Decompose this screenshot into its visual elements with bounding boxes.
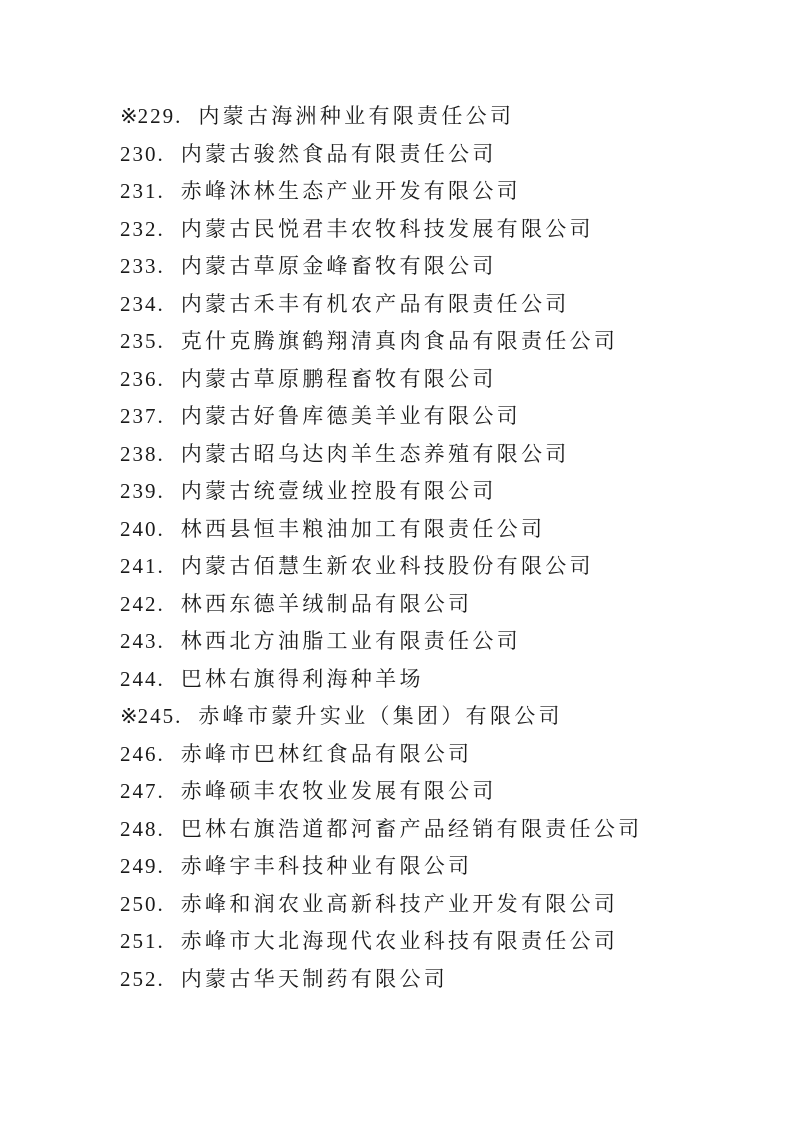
item-label	[120, 629, 165, 653]
item-number: 238.	[120, 441, 165, 466]
list-item	[120, 623, 753, 661]
company-name: 巴林右旗浩道都河畜产品经销有限责任公司	[180, 816, 643, 841]
item-label	[120, 817, 165, 841]
item-number: 246.	[120, 741, 165, 766]
item-number: 247.	[120, 779, 165, 803]
item-number: 237.	[120, 404, 165, 428]
company-name: 内蒙古好鲁库德美羊业有限公司	[180, 404, 521, 428]
list-item	[120, 473, 753, 511]
list-item	[120, 886, 753, 924]
item-label	[120, 292, 165, 316]
item-number: 240.	[120, 516, 165, 541]
list-item	[120, 173, 753, 211]
item-label	[120, 667, 165, 691]
item-label	[120, 517, 165, 541]
item-number: 244.	[120, 666, 165, 691]
item-number: 250.	[120, 891, 165, 916]
item-number: 235.	[120, 329, 165, 353]
item-number: 233.	[120, 254, 165, 278]
company-name: 内蒙古草原鹏程畜牧有限公司	[180, 366, 497, 391]
company-name: 赤峰沐林生态产业开发有限公司	[180, 179, 521, 203]
company-name: 内蒙古统壹绒业控股有限公司	[180, 479, 497, 503]
item-label	[120, 592, 165, 616]
list-item	[120, 323, 753, 361]
company-name: 巴林右旗得利海种羊场	[180, 666, 424, 691]
company-name: 赤峰市大北海现代农业科技有限责任公司	[180, 929, 619, 953]
company-name: 赤峰市蒙升实业（集团）有限公司	[198, 704, 563, 728]
item-label	[120, 404, 165, 428]
list-item	[120, 248, 753, 286]
list-item	[120, 511, 753, 549]
company-name: 内蒙古昭乌达肉羊生态养殖有限公司	[180, 441, 570, 466]
item-number: 251.	[120, 929, 165, 953]
item-number: 243.	[120, 629, 165, 653]
item-number: 230.	[120, 141, 165, 166]
item-label	[120, 179, 165, 203]
reference-mark: ※	[120, 704, 138, 728]
list-item	[120, 661, 753, 699]
list-item	[120, 548, 753, 586]
list-item	[120, 811, 753, 849]
item-label	[120, 742, 165, 766]
item-number: 232.	[120, 216, 165, 241]
item-label	[120, 104, 182, 128]
company-name: 内蒙古禾丰有机农产品有限责任公司	[180, 291, 570, 316]
reference-mark: ※	[120, 104, 138, 128]
list-item	[120, 361, 753, 399]
list-item	[120, 773, 753, 811]
company-name: 赤峰和润农业高新科技产业开发有限公司	[180, 891, 619, 916]
item-number: 249.	[120, 854, 165, 878]
company-name: 内蒙古华天制药有限公司	[180, 966, 449, 991]
item-label	[120, 329, 165, 353]
list-item	[120, 848, 753, 886]
company-name: 林西北方油脂工业有限责任公司	[180, 629, 521, 653]
company-name: 内蒙古海洲种业有限责任公司	[198, 104, 515, 128]
item-label	[120, 142, 165, 166]
company-name: 赤峰硕丰农牧业发展有限公司	[180, 779, 497, 803]
item-number: 248.	[120, 816, 165, 841]
list-item	[120, 698, 753, 736]
list-item	[120, 286, 753, 324]
item-label	[120, 442, 165, 466]
item-label	[120, 704, 182, 728]
company-name: 内蒙古民悦君丰农牧科技发展有限公司	[180, 216, 594, 241]
item-label	[120, 892, 165, 916]
company-list	[120, 98, 753, 998]
item-label	[120, 554, 165, 578]
item-label	[120, 929, 165, 953]
item-number: 241.	[120, 554, 165, 578]
company-name: 内蒙古骏然食品有限责任公司	[180, 141, 497, 166]
list-item	[120, 136, 753, 174]
item-number: 236.	[120, 366, 165, 391]
item-number: 229.	[137, 104, 183, 128]
list-item	[120, 398, 753, 436]
list-item	[120, 98, 753, 136]
item-number: 252.	[120, 966, 165, 991]
list-item	[120, 211, 753, 249]
item-number: 234.	[120, 291, 165, 316]
company-name: 内蒙古草原金峰畜牧有限公司	[180, 254, 497, 278]
list-item	[120, 436, 753, 474]
item-label	[120, 479, 165, 503]
item-number: 239.	[120, 479, 165, 503]
item-number: 245.	[137, 704, 183, 728]
item-label	[120, 254, 165, 278]
item-label	[120, 367, 165, 391]
list-item	[120, 586, 753, 624]
company-name: 赤峰市巴林红食品有限公司	[180, 741, 473, 766]
item-label	[120, 217, 165, 241]
list-item	[120, 923, 753, 961]
item-label	[120, 779, 165, 803]
company-name: 赤峰宇丰科技种业有限公司	[180, 854, 473, 878]
item-number: 231.	[120, 179, 165, 203]
company-name: 林西东德羊绒制品有限公司	[180, 591, 473, 616]
company-name: 克什克腾旗鹤翔清真肉食品有限责任公司	[180, 329, 619, 353]
item-number: 242.	[120, 591, 165, 616]
item-label	[120, 967, 165, 991]
company-name: 林西县恒丰粮油加工有限责任公司	[180, 516, 546, 541]
company-name: 内蒙古佰慧生新农业科技股份有限公司	[180, 554, 594, 578]
list-item	[120, 961, 753, 999]
item-label	[120, 854, 165, 878]
list-item	[120, 736, 753, 774]
